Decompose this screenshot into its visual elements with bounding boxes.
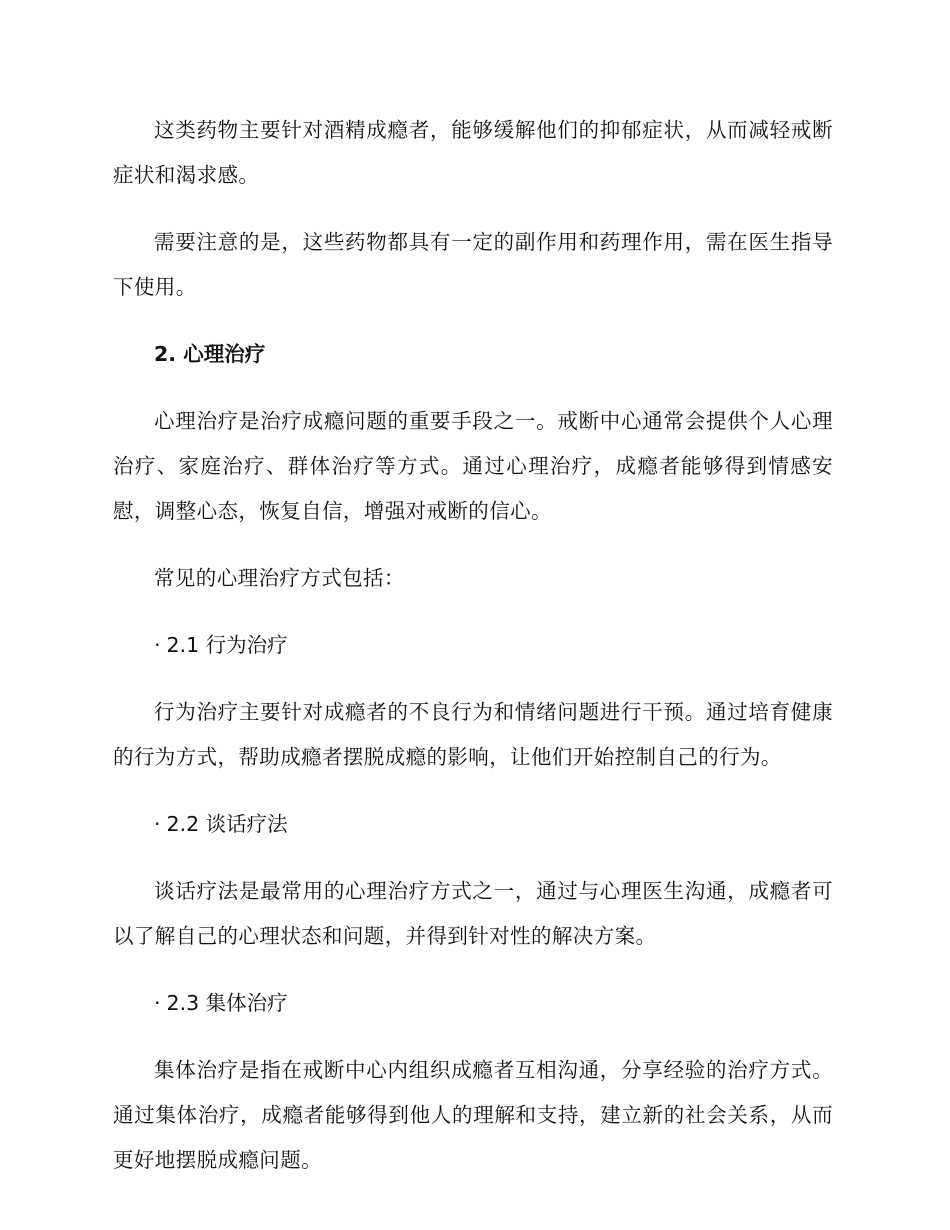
- paragraph-common-methods: 常见的心理治疗方式包括：: [154, 566, 405, 590]
- paragraph-medication-alcohol: 这类药物主要针对酒精成瘾者，能够缓解他们的抑郁症状，从而减轻戒断症状和渴求感。: [113, 118, 833, 187]
- subsection-title: 2.2 谈话疗法: [166, 812, 288, 836]
- subsection-talk-therapy: [113, 802, 833, 847]
- subsection-behavior-therapy: [113, 623, 833, 668]
- bullet-icon: ·: [154, 633, 161, 657]
- subsection-title: 2.1 行为治疗: [166, 633, 288, 657]
- paragraph-group-therapy: 集体治疗是指在戒断中心内组织成瘾者互相沟通，分享经验的治疗方式。通过集体治疗，成瘾者能够得到他人的理解和支持，建立新的社会关系，从而更好地摆脱成瘾问题。: [113, 1058, 833, 1172]
- subsection-group-therapy: [113, 981, 833, 1026]
- paragraph-psychotherapy-intro: 心理治疗是治疗成瘾问题的重要手段之一。戒断中心通常会提供个人心理治疗、家庭治疗、群体治疗等方式。通过心理治疗，成瘾者能够得到情感安慰，调整心态，恢复自信，增强对戒断的信心。: [113, 409, 833, 523]
- bullet-icon: ·: [154, 991, 161, 1015]
- paragraph-behavior-therapy: 行为治疗主要针对成瘾者的不良行为和情绪问题进行干预。通过培育健康的行为方式，帮助成瘾者摆脱成瘾的影响，让他们开始控制自己的行为。: [113, 700, 833, 769]
- subsection-title: 2.3 集体治疗: [166, 991, 288, 1015]
- paragraph-talk-therapy: 谈话疗法是最常用的心理治疗方式之一，通过与心理医生沟通，成瘾者可以了解自己的心理状态和问题，并得到针对性的解决方案。: [113, 879, 833, 948]
- bullet-icon: ·: [154, 812, 161, 836]
- paragraph-medication-caution: 需要注意的是，这些药物都具有一定的副作用和药理作用，需在医生指导下使用。: [113, 230, 833, 299]
- document-page: [113, 108, 833, 1205]
- section-heading-psychotherapy: 2. 心理治疗: [154, 342, 266, 366]
